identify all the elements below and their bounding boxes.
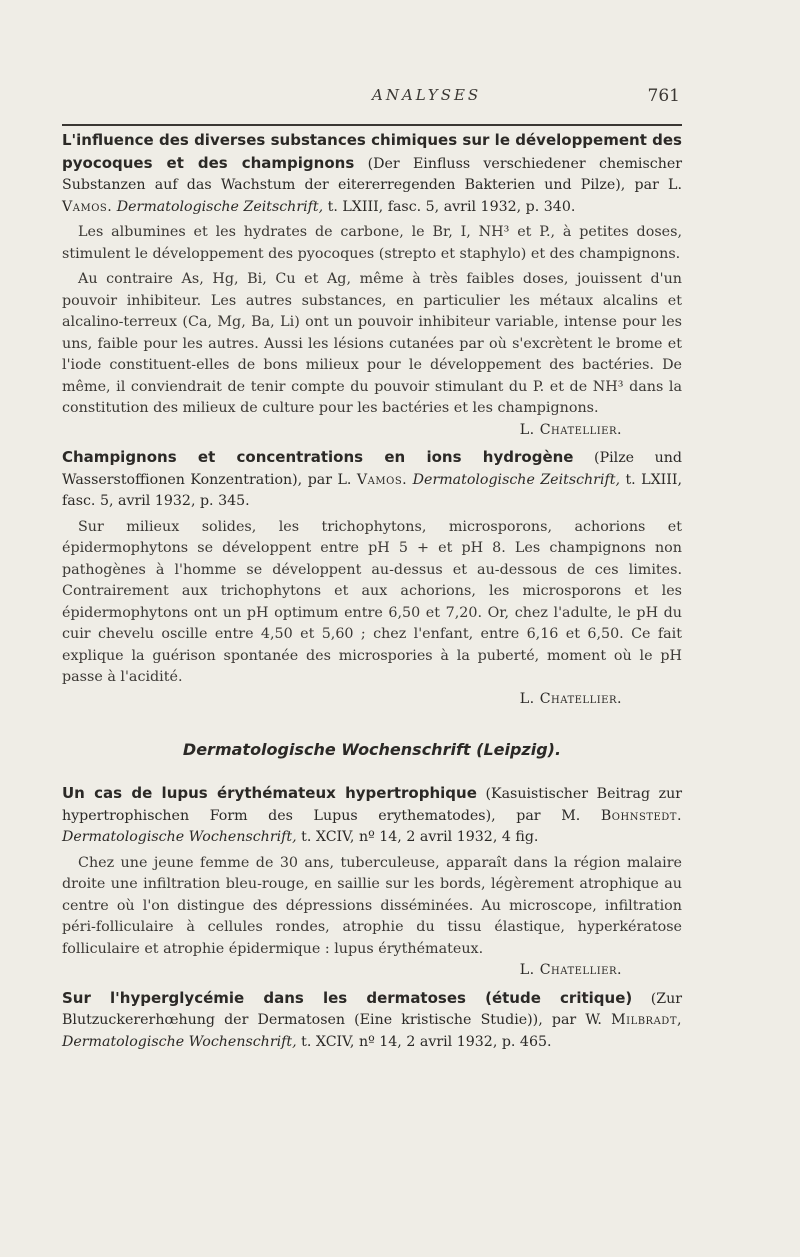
original-title: (Der Einfluss verschiedener chemischer Substanzen auf das Wachstum der eitererregenden Bakterien und Pilze), — [62, 155, 683, 193]
article-title: Champignons et concentrations en ions hydrogène — [62, 448, 574, 466]
article-heading — [62, 988, 682, 1054]
original-title: (Pilze und Wasserstoffionen Konzentration), — [62, 450, 682, 488]
article-heading — [62, 783, 682, 849]
journal-name: Dermatologische Zeitschrift, — [412, 471, 620, 488]
body-paragraph: Sur milieux solides, les trichophytons, microsporons, achorions et épidermophytons se développent entre pH 5 + et pH 8. Les champignons non pathogènes à l'homme se développent au-dessus et au-dessous de ces limites. Contrairement aux trichophytons et aux achorions, les microsporons et les épidermophytons ont un pH optimum entre 6,50 et 7,20. Or, chez l'adulte, le pH du cuir chevelu oscille entre 4,50 et 5,60 ; chez l'enfant, entre 6,16 et 6,50. Ce fait explique la guérison spontanée des microspories à la puberté, moment où le pH passe à l'acidité. — [62, 518, 682, 685]
body-paragraph: Au contraire As, Hg, Bi, Cu et Ag, même à très faibles doses, jouissent d'un pouvoir inhibiteur. Les autres substances, en particulier les métaux alcalins et alcalino-terreux (Ca, Mg, Ba, Li) ont un pouvoir inhibiteur variable, intense pour les uns, faible pour les autres. Aussi les lésions cutanées par où s'excrètent le brome et l'iode constituent-elles de bons milieux pour le développement des bactéries. De même, il conviendrait de tenir compte du pouvoir stimulant du P. et de NH³ dans la constitution des milieux de culture pour les bactéries et les champignons. — [62, 271, 682, 416]
article-heading — [62, 447, 682, 513]
citation: t. XCIV, nº 14, 2 avril 1932, 4 fig. — [301, 829, 539, 845]
original-title: (Kasuistischer Beitrag zur hypertrophischen Form des Lupus erythematodes), — [62, 786, 682, 824]
page-header — [60, 84, 680, 114]
author-prefix: par L. — [307, 471, 352, 488]
article-lupus — [62, 783, 682, 982]
journal-name: Dermatologische Zeitschrift, — [116, 198, 324, 215]
citation: t. LXIII, fasc. 5, avril 1932, p. 345. — [62, 471, 682, 509]
author-name: Vamos. — [356, 471, 408, 488]
author-prefix: par L. — [634, 177, 682, 193]
signature: L. Chatellier. — [519, 690, 622, 707]
journal-name: Dermatologische Wochenschrift, — [62, 829, 297, 845]
header-rule — [62, 124, 682, 126]
page-content — [62, 130, 682, 1053]
author-prefix: par M. — [516, 807, 581, 824]
running-title: ANALYSES — [372, 86, 482, 104]
article-hyperglycemie — [62, 988, 682, 1054]
page-number: 761 — [647, 86, 680, 106]
body-paragraph: Les albumines et les hydrates de carbone, le Br, I, NH³ et P., à petites doses, stimulent le développement des pyocoques (strepto et staphylo) et des champignons. — [62, 224, 682, 262]
author-prefix: par W. — [551, 1012, 602, 1028]
signature: L. Chatellier. — [519, 421, 622, 438]
journal-name: Dermatologische Wochenschrift, — [62, 1033, 297, 1050]
article-influence-substances — [62, 130, 682, 441]
original-title: (Zur Blutzuckererhœhung der Dermatosen (Eine kristische Studie)), — [62, 990, 682, 1028]
article-title: Un cas de lupus érythémateux hypertrophique — [62, 784, 477, 802]
article-heading — [62, 130, 682, 218]
citation: t. XCIV, nº 14, 2 avril 1932, p. 465. — [301, 1033, 552, 1050]
article-title: Sur l'hyperglycémie dans les dermatoses (étude critique) — [62, 988, 633, 1007]
article-champignons-ph — [62, 447, 682, 710]
section-heading: Dermatologische Wochenschrift (Leipzig). — [182, 740, 562, 759]
body-paragraph: Chez une jeune femme de 30 ans, tuberculeuse, apparaît dans la région malaire droite une infiltration bleu-rouge, en saillie sur les bords, légèrement atrophique au centre où l'on distingue des dépressions disséminées. Au microscope, infiltration péri-folliculaire à cellules rondes, atrophie du tissu élastique, hyperkératose folliculaire et atrophie épidermique : lupus érythémateux. — [62, 854, 682, 957]
author-name: Vamos. — [62, 198, 113, 215]
citation: t. LXIII, fasc. 5, avril 1932, p. 340. — [327, 198, 576, 215]
author-name: Milbradt, — [611, 1012, 683, 1028]
author-name: Bohnstedt. — [600, 807, 682, 824]
article-title: L'influence des diverses substances chimiques sur le développement des pyocoques et des champignons — [62, 131, 682, 172]
signature: L. Chatellier. — [519, 962, 622, 978]
